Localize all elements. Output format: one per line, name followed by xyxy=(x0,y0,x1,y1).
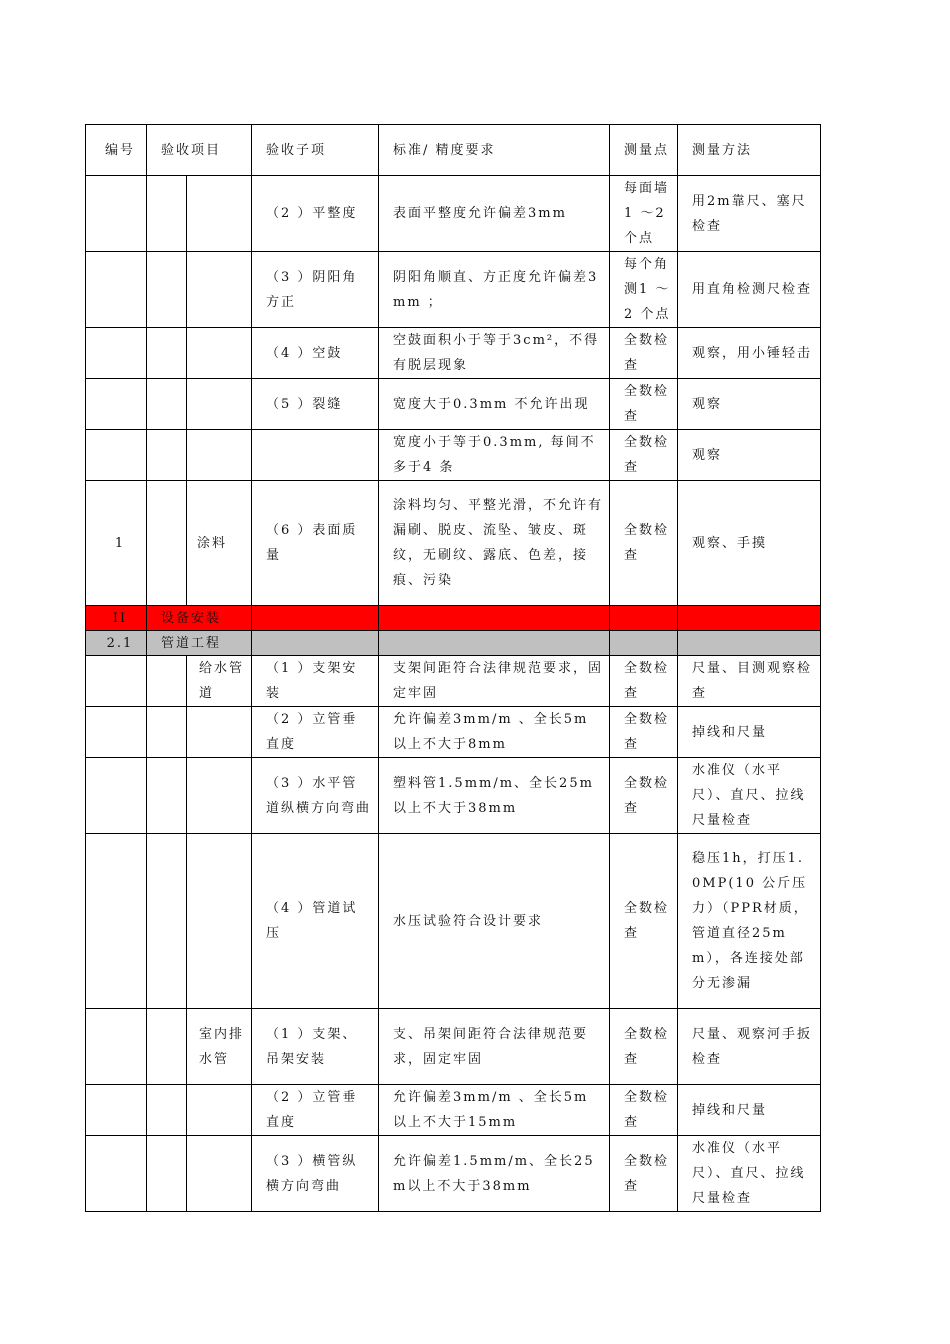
subitem-cell: （4 ）管道试压 xyxy=(252,834,379,1009)
table-row xyxy=(86,328,821,379)
header-standard: 标准/ 精度要求 xyxy=(379,125,610,176)
header-method: 测量方法 xyxy=(678,125,821,176)
subitem-cell: （3 ）阴阳角方正 xyxy=(252,252,379,328)
subitem-cell: （1 ）支架安装 xyxy=(252,656,379,707)
points-cell: 全数检查 xyxy=(610,430,678,481)
method-cell: 尺量、观察河手扳检查 xyxy=(678,1009,821,1085)
subitem-cell: （2 ）立管垂直度 xyxy=(252,1085,379,1136)
category-label: 给水管道 xyxy=(187,656,252,707)
method-cell: 掉线和尺量 xyxy=(678,707,821,758)
standard-cell: 支、吊架间距符合法律规范要求，固定牢固 xyxy=(379,1009,610,1085)
subitem-cell: （6 ）表面质量 xyxy=(252,481,379,606)
method-cell: 观察、手摸 xyxy=(678,481,821,606)
subitem-cell: （3 ）横管纵横方向弯曲 xyxy=(252,1136,379,1212)
section-header-row xyxy=(86,606,821,631)
table-row xyxy=(86,252,821,328)
subitem-cell: （3 ）水平管道纵横方向弯曲 xyxy=(252,758,379,834)
standard-cell: 支架间距符合法律规范要求，固定牢固 xyxy=(379,656,610,707)
standard-cell: 宽度大于0.3mm 不允许出现 xyxy=(379,379,610,430)
method-cell: 观察 xyxy=(678,379,821,430)
section-title: 设备安装 xyxy=(147,606,252,631)
method-cell: 掉线和尺量 xyxy=(678,1085,821,1136)
table-row xyxy=(86,758,821,834)
table-row xyxy=(86,656,821,707)
subitem-cell: （1 ）支架、吊架安装 xyxy=(252,1009,379,1085)
header-num: 编号 xyxy=(86,125,147,176)
subsection-title: 管道工程 xyxy=(147,631,252,656)
method-cell: 尺量、目测观察检查 xyxy=(678,656,821,707)
section-number: II xyxy=(86,606,147,631)
standard-cell: 空鼓面积小于等于3cm²，不得有脱层现象 xyxy=(379,328,610,379)
points-cell: 每个角测1 ～ 2 个点 xyxy=(610,252,678,328)
table-row xyxy=(86,176,821,252)
points-cell: 全数检查 xyxy=(610,328,678,379)
points-cell: 全数检查 xyxy=(610,656,678,707)
points-cell: 全数检查 xyxy=(610,379,678,430)
category-label: 涂料 xyxy=(187,481,252,606)
standard-cell: 宽度小于等于0.3mm, 每间不多于4 条 xyxy=(379,430,610,481)
table-header-row xyxy=(86,125,821,176)
method-cell: 稳压1h，打压1.0MP(10 公斤压力）（PPR材质，管道直径25mm），各连接处部分无渗漏 xyxy=(678,834,821,1009)
standard-cell: 允许偏差3mm/m 、全长5m以上不大于15mm xyxy=(379,1085,610,1136)
subitem-cell: （2 ）平整度 xyxy=(252,176,379,252)
points-cell: 全数检查 xyxy=(610,758,678,834)
table-row xyxy=(86,1136,821,1212)
standard-cell: 允许偏差1.5mm/m、全长25m以上不大于38mm xyxy=(379,1136,610,1212)
method-cell: 观察，用小锤轻击 xyxy=(678,328,821,379)
method-cell: 观察 xyxy=(678,430,821,481)
subitem-cell: （5 ）裂缝 xyxy=(252,379,379,430)
method-cell: 用2m靠尺、塞尺检查 xyxy=(678,176,821,252)
header-points: 测量点 xyxy=(610,125,678,176)
category-label: 室内排水管 xyxy=(187,1009,252,1085)
subsection-header-row xyxy=(86,631,821,656)
points-cell: 全数检查 xyxy=(610,1009,678,1085)
subitem-cell: （2 ）立管垂直度 xyxy=(252,707,379,758)
standard-cell: 涂料均匀、平整光滑，不允许有漏刷、脱皮、流坠、皱皮、斑纹，无刷纹、露底、色差，接痕、污染 xyxy=(379,481,610,606)
points-cell: 全数检查 xyxy=(610,1136,678,1212)
subsection-number: 2.1 xyxy=(86,631,147,656)
table-row xyxy=(86,1085,821,1136)
method-cell: 水准仪（水平尺）、直尺、拉线尺量检查 xyxy=(678,758,821,834)
standard-cell: 水压试验符合设计要求 xyxy=(379,834,610,1009)
table-row xyxy=(86,379,821,430)
standard-cell: 塑料管1.5mm/m、全长25m以上不大于38mm xyxy=(379,758,610,834)
table-row xyxy=(86,1009,821,1085)
table-row xyxy=(86,430,821,481)
points-cell: 每面墙 1 ～2 个点 xyxy=(610,176,678,252)
table-row xyxy=(86,707,821,758)
subitem-cell: （4 ）空鼓 xyxy=(252,328,379,379)
standard-cell: 允许偏差3mm/m 、全长5m以上不大于8mm xyxy=(379,707,610,758)
standard-cell: 阴阳角顺直、方正度允许偏差3mm ； xyxy=(379,252,610,328)
points-cell: 全数检查 xyxy=(610,1085,678,1136)
method-cell: 用直角检测尺检查 xyxy=(678,252,821,328)
table-row xyxy=(86,481,821,606)
header-subitem: 验收子项 xyxy=(252,125,379,176)
item-number: 1 xyxy=(86,481,147,606)
subitem-cell xyxy=(252,430,379,481)
table-row xyxy=(86,834,821,1009)
header-project: 验收项目 xyxy=(147,125,252,176)
standard-cell: 表面平整度允许偏差3mm xyxy=(379,176,610,252)
method-cell: 水准仪（水平尺）、直尺、拉线尺量检查 xyxy=(678,1136,821,1212)
points-cell: 全数检查 xyxy=(610,834,678,1009)
inspection-table xyxy=(85,124,821,1212)
points-cell: 全数检查 xyxy=(610,707,678,758)
points-cell: 全数检查 xyxy=(610,481,678,606)
